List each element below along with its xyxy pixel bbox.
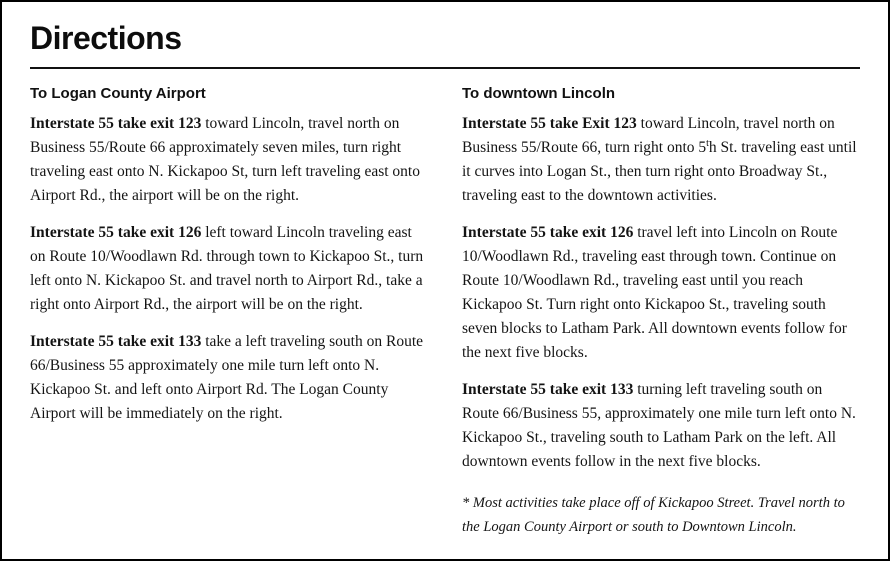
direction-paragraph xyxy=(462,221,860,365)
paragraph-text: travel left into Lincoln on Route 10/Woodlawn Rd., traveling east through town. Continue on Route 10/Woodlawn Rd., traveling east until you reach Kickapoo St. Turn right onto Kickapoo St., traveling south seven blocks to Latham Park. All downtown events follow for the next five blocks. xyxy=(462,224,847,362)
direction-paragraph xyxy=(30,221,428,317)
paragraph-text: turning left traveling south on Route 66/Business 55, approximately one mile turn left onto N. Kickapoo St., traveling south to Latham Park on the left. All downtown events follow in the next five blocks. xyxy=(462,381,856,471)
paragraph-lead: Interstate 55 take Exit 123 xyxy=(462,115,637,132)
paragraph-lead: Interstate 55 take exit 133 xyxy=(30,333,202,351)
paragraph-text: h St. traveling east until it curves into Logan St., then turn right onto Broadway St., traveling east to the downtown activities. xyxy=(462,139,857,205)
columns-container xyxy=(30,85,860,540)
paragraph-lead: Interstate 55 take exit 126 xyxy=(30,224,202,242)
direction-paragraph xyxy=(462,378,860,474)
column-downtown xyxy=(462,85,860,540)
paragraph-text: toward Lincoln, travel north on Business 55/Route 66, turn right onto 5 xyxy=(462,115,835,157)
column-downtown-heading: To downtown Lincoln xyxy=(462,85,616,102)
page-title: Directions xyxy=(30,20,182,56)
column-airport-heading: To Logan County Airport xyxy=(30,85,206,102)
paragraph-text: left toward Lincoln traveling east on Route 10/Woodlawn Rd. through town to Kickapoo St., turn left onto N. Kickapoo St. and travel north to Airport Rd., take a right onto Airport Rd., the airport will be on the right. xyxy=(30,224,424,314)
title-divider xyxy=(30,67,860,69)
ordinal-superscript: t xyxy=(706,137,709,149)
paragraph-text: take a left traveling south on Route 66/Business 55 approximately one mile turn left onto N. Kickapoo St. and left onto Airport Rd. The Logan County Airport will be immediately on the right. xyxy=(30,333,424,423)
footnote: * Most activities take place off of Kickapoo Street. Travel north to the Logan County Airport or south to Downtown Lincoln. xyxy=(462,495,845,536)
paragraph-lead: Interstate 55 take exit 123 xyxy=(30,115,202,132)
direction-paragraph xyxy=(30,330,428,426)
paragraph-text: toward Lincoln, travel north on Business 55/Route 66 approximately seven miles, turn right traveling east onto N. Kickapoo St, turn left traveling east onto Airport Rd., the airport will be on the right. xyxy=(30,115,420,205)
paragraph-lead: Interstate 55 take exit 126 xyxy=(462,224,634,242)
direction-paragraph xyxy=(462,112,860,208)
direction-paragraph xyxy=(30,112,428,208)
column-airport xyxy=(30,85,428,540)
paragraph-lead: Interstate 55 take exit 133 xyxy=(462,381,634,399)
